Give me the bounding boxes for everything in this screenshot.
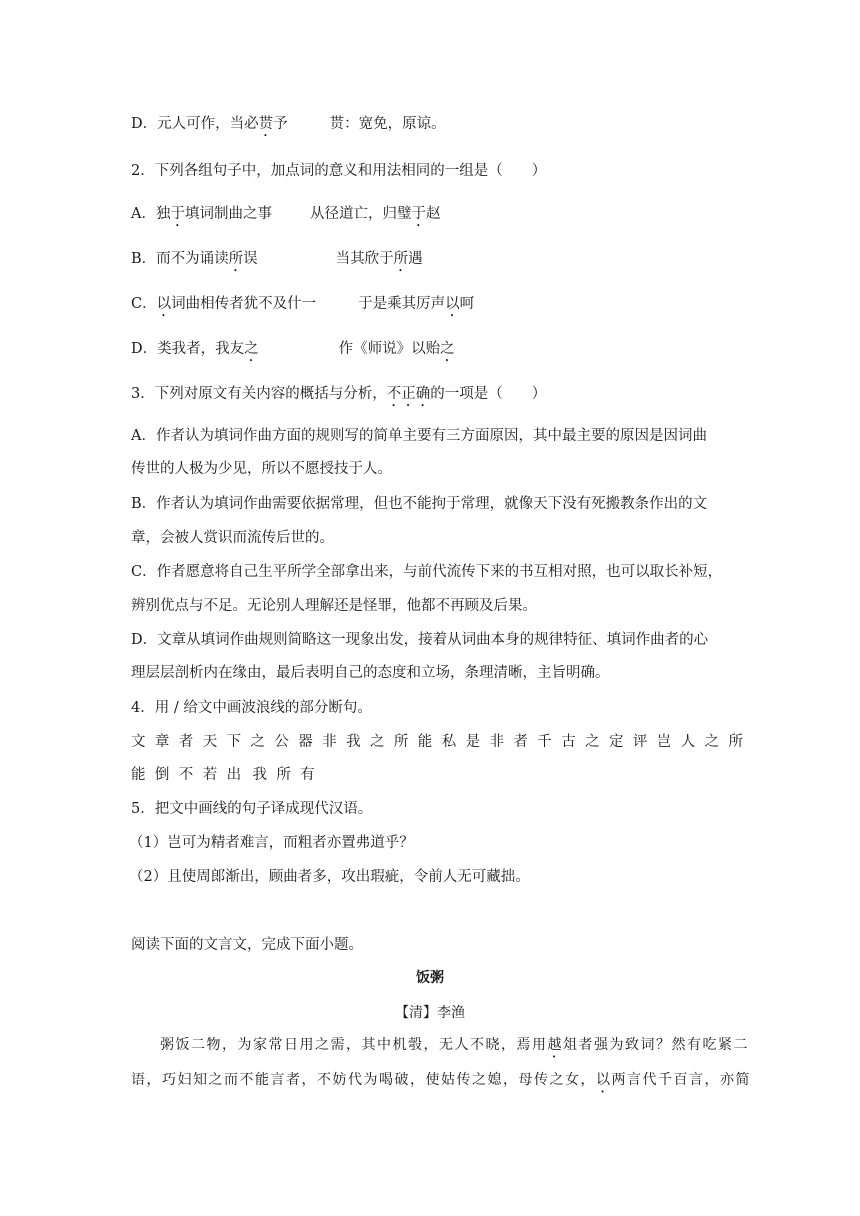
dotted-char: 以 xyxy=(596,1072,612,1088)
q1-option-d: D．元人可作，当必贳予 贳：宽免，原谅。 xyxy=(131,116,446,132)
passage-author: 【清】李渔 xyxy=(395,1005,465,1021)
q3-option-b-line1: B．作者认为填词作曲需要依据常理，但也不能拘于常理，就像天下没有死搬教条作出的文 xyxy=(131,496,708,512)
q5-stem: 5．把文中画线的句子译成现代汉语。 xyxy=(131,801,373,817)
q3-option-d-line1: D．文章从填词作曲规则简略这一现象出发，接着从词曲本身的规律特征、填词作曲者的心 xyxy=(131,632,709,648)
q3-option-d-line2: 理层层剖析内在缘由，最后表明自己的态度和立场，条理清晰，主旨明确。 xyxy=(131,665,610,681)
q4-stem: 4．用 / 给文中画波浪线的部分断句。 xyxy=(131,700,372,716)
dotted-char: 之 xyxy=(244,341,259,357)
q3-option-c-line2: 辨别优点与不足。无论别人理解还是怪罪，他都不再顾及后果。 xyxy=(131,598,537,614)
q2-option-b: B．而不为诵读所误 当其欣于所遇 xyxy=(131,251,423,267)
passage-line-1: 粥饭二物，为家常日用之需，其中机彀，无人不晓，焉用越俎者强为致词？然有吃紧二 xyxy=(160,1037,749,1053)
passage-title: 饭粥 xyxy=(416,970,444,986)
dotted-char: 以 xyxy=(445,296,460,312)
q3-stem: 3．下列对原文有关内容的概括与分析，不正确的一项是（ ） xyxy=(131,386,547,402)
q3-option-b-line2: 章，会被人赏识而流传后世的。 xyxy=(131,530,334,546)
q3-option-a-line2: 传世的人极为少见，所以不愿授技于人。 xyxy=(131,461,392,477)
dotted-char: 不正确 xyxy=(386,386,431,402)
q2-option-a: A．独于填词制曲之事 从径道亡，归璧于赵 xyxy=(131,206,441,222)
q5-sentence-1: （1）岂可为精者难言，而粗者亦置弗道乎？ xyxy=(129,835,414,851)
q3-option-a-line1: A．作者认为填词作曲方面的规则写的简单主要有三方面原因，其中最主要的原因是因词曲 xyxy=(131,428,707,444)
dotted-char: 越 xyxy=(547,1037,563,1053)
dotted-char: 所 xyxy=(228,251,244,267)
reading-intro: 阅读下面的文言文，完成下面小题。 xyxy=(131,937,363,953)
q2-stem: 2．下列各组句子中，加点词的意义和用法相同的一组是（ ） xyxy=(131,163,547,179)
q3-option-c-line1: C．作者愿意将自己生平所学全部拿出来，与前代流传下来的书互相对照，也可以取长补短， xyxy=(131,564,723,580)
dotted-char: 之 xyxy=(440,341,455,357)
passage-line-2: 语，巧妇知之而不能言者，不妨代为喝破，使姑传之媳，母传之女，以两言代千百言，亦简 xyxy=(131,1072,751,1088)
dotted-char: 以 xyxy=(156,296,172,312)
dotted-char: 于 xyxy=(170,206,185,222)
q4-passage-line1: 文章者天下之公器非我之所能私是非者千古之定评岂人之所 xyxy=(131,734,753,750)
q2-option-d: D．类我者，我友之 作《师说》以贻之 xyxy=(131,341,455,357)
q2-option-c: C．以词曲相传者犹不及什一 于是乘其厉声以呵 xyxy=(131,296,475,312)
dotted-char: 所 xyxy=(393,251,409,267)
dotted-char: 贳 xyxy=(258,116,274,132)
q4-passage-line2: 能倒不若出 我所有 xyxy=(131,767,325,783)
q5-sentence-2: （2）且使周郎渐出，顾曲者多，攻出瑕疵，令前人无可藏拙。 xyxy=(129,869,530,885)
dotted-char: 于 xyxy=(411,206,426,222)
